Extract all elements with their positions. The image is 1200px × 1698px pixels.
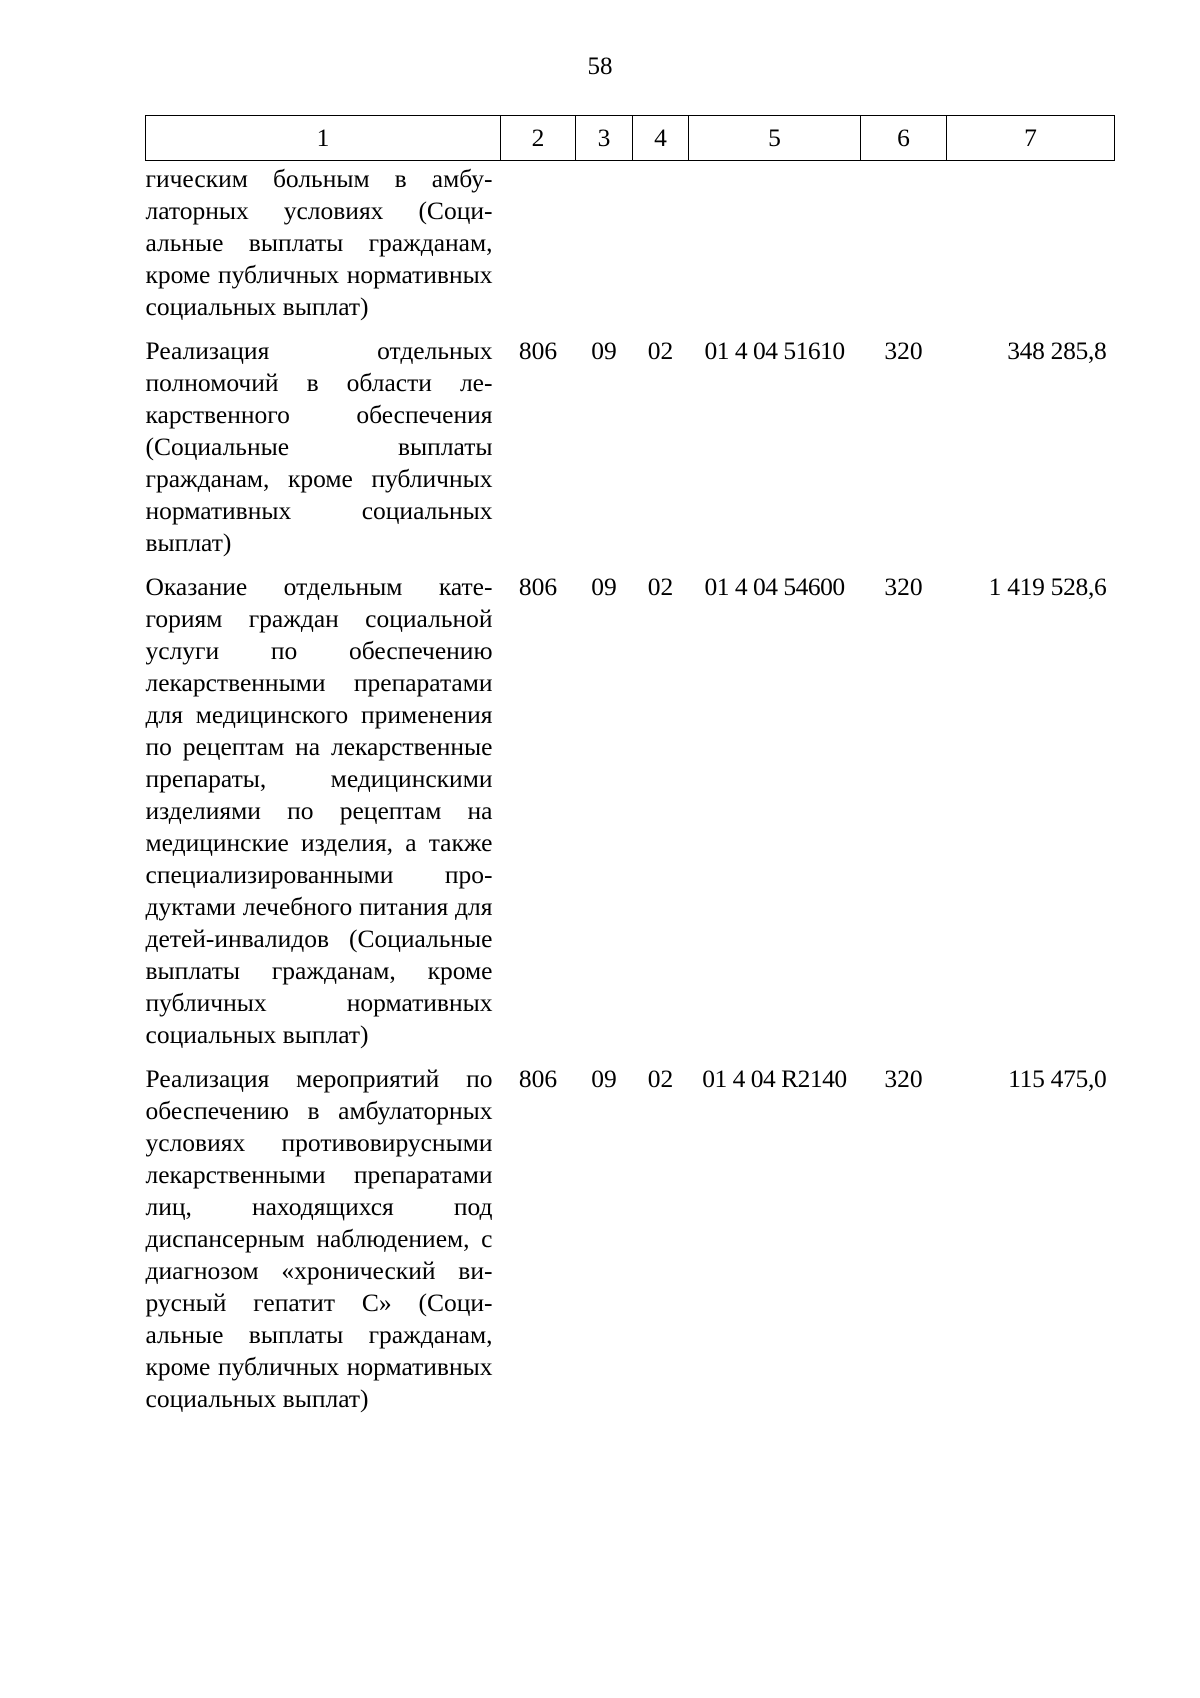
- table-row: [146, 161, 1115, 336]
- table-row: [146, 1063, 1115, 1427]
- row-amount: 348 285,8: [1007, 336, 1107, 365]
- row-subsection-code: [633, 161, 689, 336]
- row-section-code: 09: [591, 336, 617, 365]
- row-section-code: 09: [591, 572, 617, 601]
- row-amount: 1 419 528,6: [988, 572, 1107, 601]
- column-header: 6: [861, 116, 947, 161]
- row-expense-type: 320: [884, 1064, 923, 1093]
- table-row: [146, 571, 1115, 1063]
- header-row: [146, 116, 1115, 161]
- row-target-article: 01 4 04 51610: [704, 336, 845, 365]
- row-amount: [947, 161, 1115, 336]
- table-header: [146, 116, 1115, 161]
- table-row: [146, 335, 1115, 571]
- row-ministry-code: 806: [518, 336, 558, 365]
- row-ministry-code: 806: [518, 572, 558, 601]
- row-expense-type: 320: [884, 336, 923, 365]
- budget-table: [145, 115, 1115, 1427]
- row-section-code: [576, 161, 633, 336]
- row-subsection-code: 02: [647, 1064, 674, 1093]
- column-header: 5: [689, 116, 861, 161]
- row-ministry-code: 806: [518, 1064, 558, 1093]
- row-description: гическим больным в амбулаторных условиях (Социальные выплаты гражданам, кроме публичных нормативных социальных выплат): [145, 164, 493, 321]
- row-amount: 115 475,0: [1008, 1064, 1107, 1093]
- row-ministry-code: [501, 161, 576, 336]
- row-target-article: 01 4 04 54600: [704, 572, 845, 601]
- column-header: 7: [947, 116, 1115, 161]
- row-expense-type: [861, 161, 947, 336]
- column-header: 4: [633, 116, 689, 161]
- column-header: 1: [146, 116, 501, 161]
- page-number: 58: [587, 53, 613, 80]
- row-expense-type: 320: [884, 572, 923, 601]
- row-subsection-code: 02: [647, 572, 674, 601]
- column-header: 3: [576, 116, 633, 161]
- row-description: Реализация отдельных полномочий в области лекарственного обеспечения (Социальные выплаты гражданам, кроме публичных нормативных социальных выплат): [145, 336, 493, 557]
- row-target-article: 01 4 04 R2140: [702, 1064, 847, 1093]
- row-target-article: [689, 161, 861, 336]
- table-body: [146, 161, 1115, 1428]
- row-description: Реализация мероприятий по обеспечению в амбулаторных условиях противовирусными лекарственными препаратами лиц, находящихся под диспансерным наблюдением, с диагнозом «хронический вирусный гепатит С» (Социальные выплаты гражданам, кроме публичных нормативных социальных выплат): [145, 1064, 493, 1413]
- row-description: Оказание отдельным категориям граждан социальной услуги по обеспечению лекарственными препаратами для медицинского применения по рецептам на лекарственные препараты, медицинскими изделиями по рецептам на медицинские изделия, а также специализированными продуктами лечебного питания для детей-инвалидов (Социальные выплаты гражданам, кроме публичных нормативных социальных выплат): [145, 572, 493, 1049]
- row-section-code: 09: [591, 1064, 617, 1093]
- row-subsection-code: 02: [647, 336, 674, 365]
- column-header: 2: [501, 116, 576, 161]
